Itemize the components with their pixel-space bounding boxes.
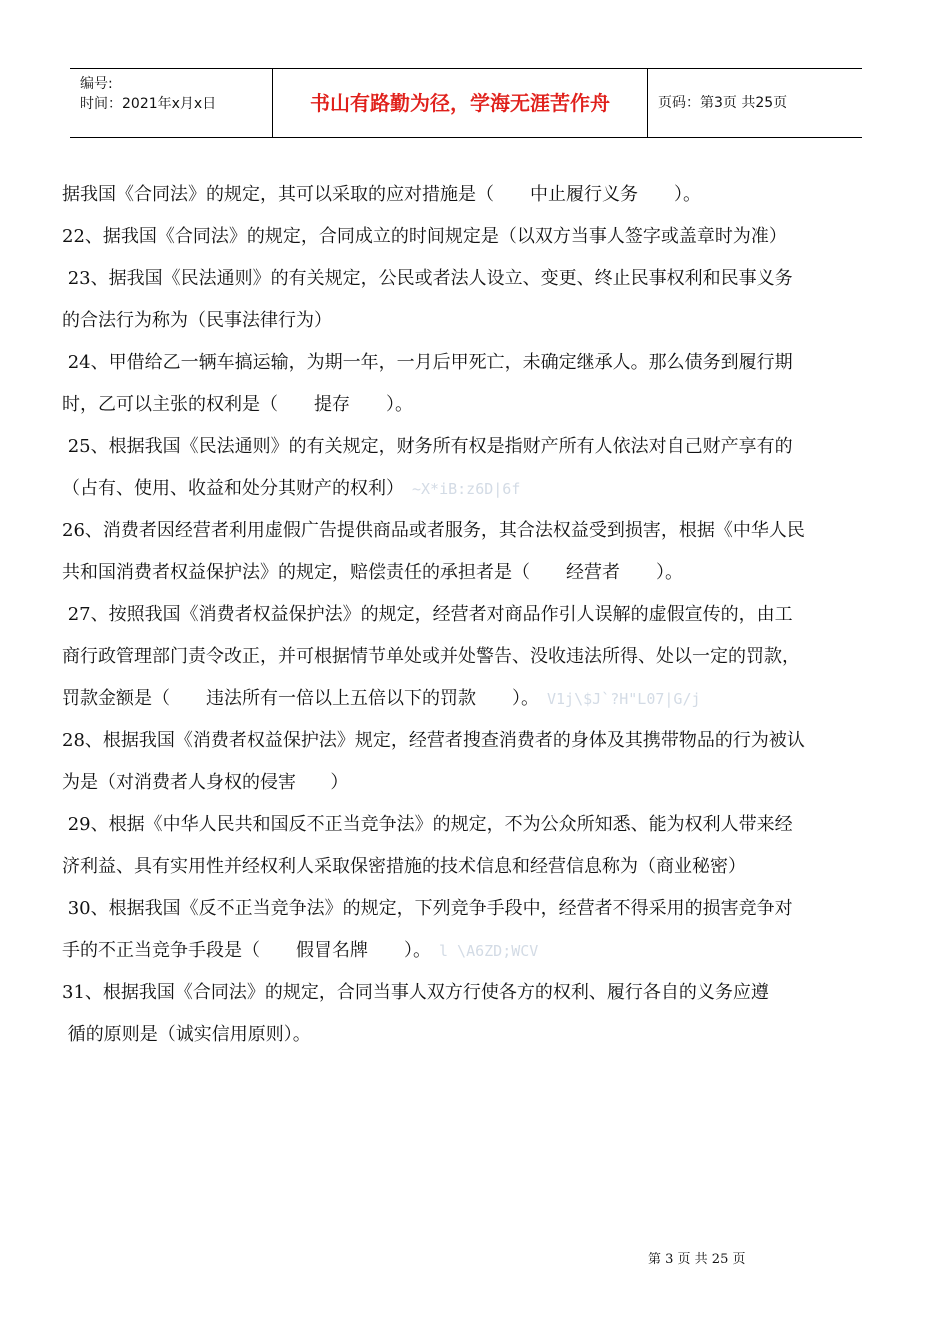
line-text: 商行政管理部门责令改正，并可根据情节单处或并处警告、没收违法所得、处以一定的罚款， bbox=[62, 646, 800, 667]
line-text: 28、根据我国《消费者权益保护法》规定，经营者搜查消费者的身体及其携带物品的行为被认 bbox=[62, 730, 805, 751]
answer-text: 中止履行义务 bbox=[530, 184, 638, 205]
time-label: 时间：2021年x月x日 bbox=[80, 96, 217, 112]
text-line bbox=[62, 426, 892, 468]
line-text: 25、根据我国《民法通则》的有关规定，财务所有权是指财产所有人依法对自己财产享有的 bbox=[62, 436, 793, 457]
number-label: 编号: bbox=[80, 76, 113, 92]
faint-mark: V1j\$J`?H"L07|G/j bbox=[547, 690, 701, 708]
text-line bbox=[62, 552, 892, 594]
text-line bbox=[62, 342, 892, 384]
line-text: 29、根据《中华人民共和国反不正当竞争法》的规定，不为公众所知悉、能为权利人带来经 bbox=[62, 814, 793, 835]
line-text: （占有、使用、收益和处分其财产的权利） bbox=[62, 478, 404, 499]
text-line bbox=[62, 930, 892, 972]
line-text: 26、消费者因经营者利用虚假广告提供商品或者服务，其合法权益受到损害，根据《中华人民 bbox=[62, 520, 805, 541]
line-text: 24、甲借给乙一辆车搞运输，为期一年，一月后甲死亡，未确定继承人。那么债务到履行期 bbox=[62, 352, 793, 373]
faint-mark: l \A6ZD;WCV bbox=[439, 942, 539, 960]
text-line bbox=[62, 384, 892, 426]
line-text: 为是（对消费者人身权的侵害 ） bbox=[62, 772, 349, 793]
document-body bbox=[62, 174, 892, 1056]
line-text: ）。 bbox=[674, 184, 701, 205]
line-text: 共和国消费者权益保护法》的规定，赔偿责任的承担者是（ bbox=[62, 562, 530, 583]
answer-text: 违法所有一倍以上五倍以下的罚款 bbox=[206, 688, 476, 709]
text-line bbox=[62, 1014, 892, 1056]
text-line bbox=[62, 636, 892, 678]
text-line bbox=[62, 804, 892, 846]
header-meta-cell bbox=[70, 69, 273, 137]
header-motto: 书山有路勤为径，学海无涯苦作舟 bbox=[273, 69, 648, 137]
line-text: ）。 bbox=[404, 940, 431, 961]
line-text: ）。 bbox=[656, 562, 683, 583]
text-line bbox=[62, 762, 892, 804]
header-page-info: 页码：第3页 共25页 bbox=[658, 95, 788, 111]
line-text: 的合法行为称为（民事法律行为） bbox=[62, 310, 332, 331]
text-line bbox=[62, 594, 892, 636]
answer-text: 假冒名牌 bbox=[296, 940, 368, 961]
text-line bbox=[62, 678, 892, 720]
page-header bbox=[70, 68, 862, 138]
line-text: 23、据我国《民法通则》的有关规定，公民或者法人设立、变更、终止民事权利和民事义务 bbox=[62, 268, 793, 289]
faint-mark: ~X*iB:z6D|6f bbox=[412, 480, 521, 498]
page-footer: 第 3 页 共 25 页 bbox=[648, 1252, 746, 1267]
text-line bbox=[62, 888, 892, 930]
line-text: 据我国《合同法》的规定，其可以采取的应对措施是（ bbox=[62, 184, 494, 205]
text-line bbox=[62, 468, 892, 510]
line-text: 22、据我国《合同法》的规定，合同成立的时间规定是（以双方当事人签字或盖章时为准） bbox=[62, 226, 787, 247]
line-text: 27、按照我国《消费者权益保护法》的规定，经营者对商品作引人误解的虚假宣传的，由工 bbox=[62, 604, 793, 625]
line-text: 罚款金额是（ bbox=[62, 688, 170, 709]
line-text: 循的原则是（诚实信用原则）。 bbox=[62, 1024, 311, 1045]
text-line bbox=[62, 720, 892, 762]
line-text: 31、根据我国《合同法》的规定，合同当事人双方行使各方的权利、履行各自的义务应遵 bbox=[62, 982, 769, 1003]
line-text: 手的不正当竞争手段是（ bbox=[62, 940, 260, 961]
answer-text: 经营者 bbox=[566, 562, 620, 583]
line-text: ）。 bbox=[386, 394, 413, 415]
line-text: ）。 bbox=[512, 688, 539, 709]
text-line bbox=[62, 846, 892, 888]
text-line bbox=[62, 510, 892, 552]
text-line bbox=[62, 216, 892, 258]
text-line bbox=[62, 258, 892, 300]
answer-text: 提存 bbox=[314, 394, 350, 415]
line-text: 时，乙可以主张的权利是（ bbox=[62, 394, 278, 415]
text-line bbox=[62, 972, 892, 1014]
text-line bbox=[62, 300, 892, 342]
line-text: 30、根据我国《反不正当竞争法》的规定，下列竞争手段中，经营者不得采用的损害竞争对 bbox=[62, 898, 793, 919]
text-line bbox=[62, 174, 892, 216]
line-text: 济利益、具有实用性并经权利人采取保密措施的技术信息和经营信息称为（商业秘密） bbox=[62, 856, 746, 877]
